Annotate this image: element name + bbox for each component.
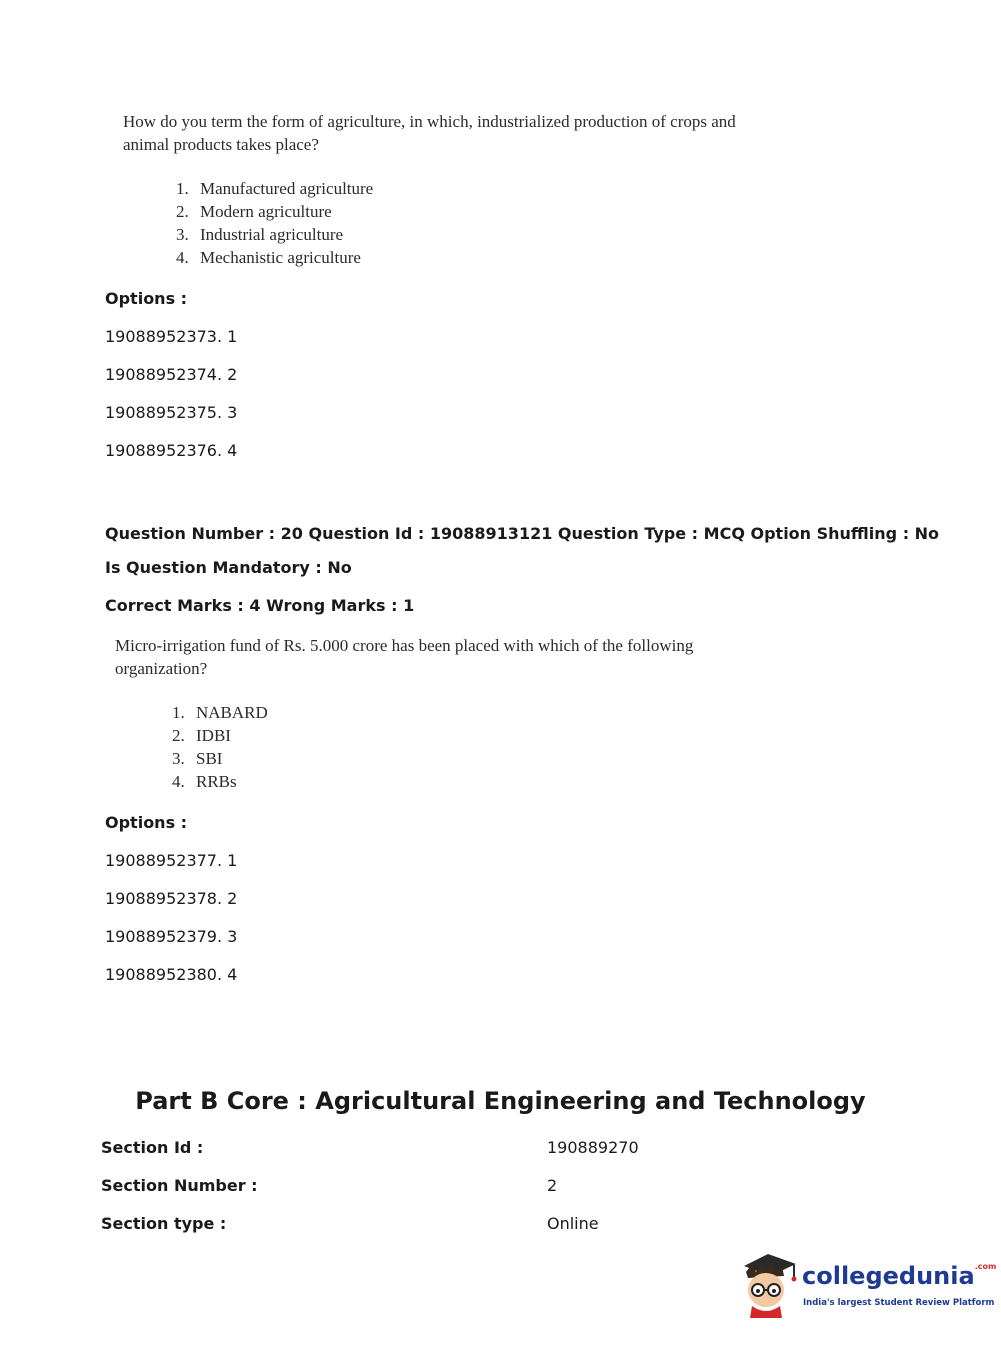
q19-option-3: 19088952375. 3 [105,403,238,422]
list-item: 3. Industrial agriculture [176,225,344,244]
section-number-label: Section Number : [101,1176,258,1195]
q19-stem-line1: How do you term the form of agriculture, in which, industrialized production of crops and [123,112,736,131]
list-item: 2. Modern agriculture [176,202,332,221]
q20-stem-line1: Micro-irrigation fund of Rs. 5.000 crore has been placed with which of the following [115,636,694,655]
section-type-value: Online [547,1214,599,1233]
q19-options-label: Options : [105,289,188,308]
logo-suffix: .com [974,1262,997,1271]
q20-mandatory: Is Question Mandatory : No [105,558,352,577]
section-title: Part B Core : Agricultural Engineering and Technology [135,1087,866,1115]
q20-marks: Correct Marks : 4 Wrong Marks : 1 [105,596,415,615]
logo-tagline: India's largest Student Review Platform [803,1298,995,1308]
section-type-label: Section type : [101,1214,227,1233]
q20-header: Question Number : 20 Question Id : 19088913121 Question Type : MCQ Option Shuffling : No [105,524,940,543]
q20-choice-list [172,701,268,793]
q20-option-4: 19088952380. 4 [105,965,238,984]
list-item: 2. IDBI [172,726,231,745]
q20-options-label: Options : [105,813,188,832]
list-item: 1. NABARD [172,703,268,722]
list-item: 4. RRBs [172,772,237,791]
q20-option-2: 19088952378. 2 [105,889,238,908]
section-number-value: 2 [547,1176,558,1195]
logo-wordmark: collegedunia$^{.com}$ [802,1262,997,1290]
q20-stem-line2: organization? [115,659,208,678]
list-item: 1. Manufactured agriculture [176,179,374,198]
q20-option-3: 19088952379. 3 [105,927,238,946]
q19-stem [123,110,736,156]
q20-stem [115,634,693,680]
section-id-label: Section Id : [101,1138,204,1157]
collegedunia-logo [738,1248,997,1320]
q19-option-4: 19088952376. 4 [105,441,238,460]
q20-option-1: 19088952377. 1 [105,851,238,870]
list-item: 3. SBI [172,749,223,768]
q19-option-2: 19088952374. 2 [105,365,238,384]
q19-option-1: 19088952373. 1 [105,327,238,346]
q19-stem-line2: animal products takes place? [123,135,319,154]
list-item: 4. Mechanistic agriculture [176,248,361,267]
section-id-value: 190889270 [547,1138,639,1157]
mascot-icon [738,1248,802,1318]
q19-choice-list [176,177,373,269]
